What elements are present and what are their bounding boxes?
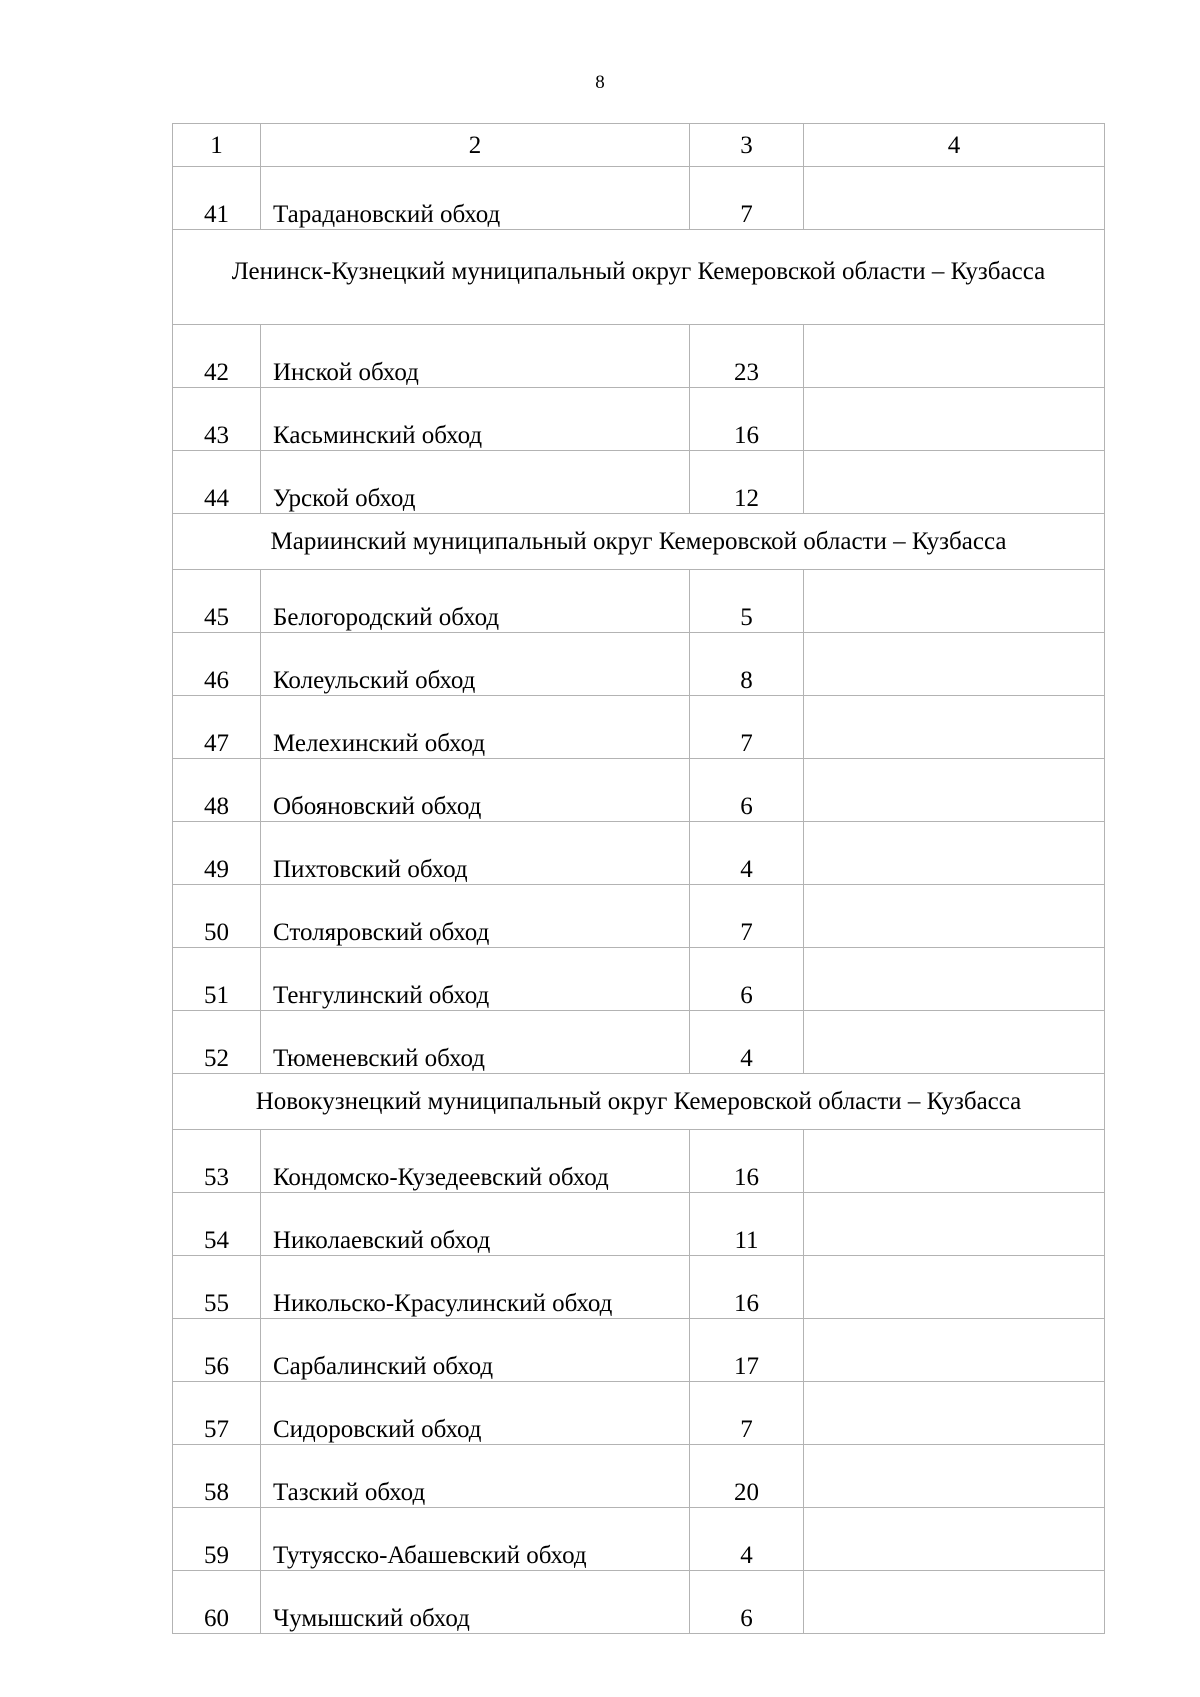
table-body: [173, 124, 1105, 1634]
row-name-cell: Николаевский обход: [261, 1193, 690, 1256]
row-note-cell: [804, 1011, 1105, 1074]
table-row: [173, 325, 1105, 388]
row-value-cell: 12: [690, 451, 804, 514]
section-row: [173, 230, 1105, 325]
row-name-cell: Колеульский обход: [261, 633, 690, 696]
row-value-cell: 11: [690, 1193, 804, 1256]
row-name-cell: Сидоровский обход: [261, 1382, 690, 1445]
section-row: [173, 1074, 1105, 1130]
row-note-cell: [804, 696, 1105, 759]
row-note-cell: [804, 633, 1105, 696]
row-value-cell: 6: [690, 948, 804, 1011]
table-row: [173, 167, 1105, 230]
row-note-cell: [804, 1256, 1105, 1319]
row-value-cell: 7: [690, 885, 804, 948]
row-value-cell: 20: [690, 1445, 804, 1508]
row-name-cell: Пихтовский обход: [261, 822, 690, 885]
row-note-cell: [804, 1571, 1105, 1634]
row-number-cell: 43: [173, 388, 261, 451]
row-number-cell: 54: [173, 1193, 261, 1256]
row-number-cell: 56: [173, 1319, 261, 1382]
row-name-cell: Тазский обход: [261, 1445, 690, 1508]
table-row: [173, 822, 1105, 885]
row-number-cell: 53: [173, 1130, 261, 1193]
row-number-cell: 46: [173, 633, 261, 696]
row-name-cell: Кондомско-Кузедеевский обход: [261, 1130, 690, 1193]
row-note-cell: [804, 1319, 1105, 1382]
row-name-cell: Тюменевский обход: [261, 1011, 690, 1074]
column-header: 3: [690, 124, 804, 167]
row-number-cell: 45: [173, 570, 261, 633]
table-row: [173, 885, 1105, 948]
row-value-cell: 7: [690, 1382, 804, 1445]
row-value-cell: 16: [690, 388, 804, 451]
column-header: 4: [804, 124, 1105, 167]
row-name-cell: Инской обход: [261, 325, 690, 388]
table-row: [173, 388, 1105, 451]
row-number-cell: 41: [173, 167, 261, 230]
row-value-cell: 16: [690, 1256, 804, 1319]
row-value-cell: 6: [690, 759, 804, 822]
row-name-cell: Никольско-Красулинский обход: [261, 1256, 690, 1319]
row-name-cell: Обояновский обход: [261, 759, 690, 822]
row-number-cell: 55: [173, 1256, 261, 1319]
table-row: [173, 1011, 1105, 1074]
row-number-cell: 60: [173, 1571, 261, 1634]
table-row: [173, 1571, 1105, 1634]
row-note-cell: [804, 759, 1105, 822]
row-number-cell: 50: [173, 885, 261, 948]
row-name-cell: Касьминский обход: [261, 388, 690, 451]
row-value-cell: 17: [690, 1319, 804, 1382]
row-note-cell: [804, 1508, 1105, 1571]
row-name-cell: Тутуясско-Абашевский обход: [261, 1508, 690, 1571]
row-name-cell: Столяровский обход: [261, 885, 690, 948]
table-row: [173, 1445, 1105, 1508]
table-header-row: [173, 124, 1105, 167]
table-row: [173, 451, 1105, 514]
row-value-cell: 6: [690, 1571, 804, 1634]
row-value-cell: 8: [690, 633, 804, 696]
row-name-cell: Чумышский обход: [261, 1571, 690, 1634]
row-value-cell: 23: [690, 325, 804, 388]
table-row: [173, 1193, 1105, 1256]
row-note-cell: [804, 451, 1105, 514]
table-row: [173, 570, 1105, 633]
row-value-cell: 7: [690, 696, 804, 759]
section-title: Ленинск-Кузнецкий муниципальный округ Кемеровской области – Кузбасса: [173, 230, 1105, 325]
row-name-cell: Урской обход: [261, 451, 690, 514]
table-row: [173, 1256, 1105, 1319]
row-name-cell: Тенгулинский обход: [261, 948, 690, 1011]
row-note-cell: [804, 167, 1105, 230]
table-row: [173, 1382, 1105, 1445]
table-row: [173, 696, 1105, 759]
row-number-cell: 52: [173, 1011, 261, 1074]
row-number-cell: 44: [173, 451, 261, 514]
row-note-cell: [804, 1193, 1105, 1256]
row-number-cell: 42: [173, 325, 261, 388]
row-note-cell: [804, 1382, 1105, 1445]
column-header: 1: [173, 124, 261, 167]
row-number-cell: 49: [173, 822, 261, 885]
section-title: Мариинский муниципальный округ Кемеровской области – Кузбасса: [173, 514, 1105, 570]
row-note-cell: [804, 388, 1105, 451]
row-value-cell: 4: [690, 1508, 804, 1571]
row-value-cell: 4: [690, 1011, 804, 1074]
row-number-cell: 47: [173, 696, 261, 759]
row-name-cell: Мелехинский обход: [261, 696, 690, 759]
table-row: [173, 1319, 1105, 1382]
row-note-cell: [804, 325, 1105, 388]
row-note-cell: [804, 822, 1105, 885]
row-value-cell: 5: [690, 570, 804, 633]
row-name-cell: Сарбалинский обход: [261, 1319, 690, 1382]
row-value-cell: 7: [690, 167, 804, 230]
row-note-cell: [804, 885, 1105, 948]
row-value-cell: 16: [690, 1130, 804, 1193]
row-number-cell: 59: [173, 1508, 261, 1571]
section-title: Новокузнецкий муниципальный округ Кемеровской области – Кузбасса: [173, 1074, 1105, 1130]
row-note-cell: [804, 1445, 1105, 1508]
row-name-cell: Тарадановский обход: [261, 167, 690, 230]
section-row: [173, 514, 1105, 570]
row-number-cell: 57: [173, 1382, 261, 1445]
row-number-cell: 48: [173, 759, 261, 822]
table-row: [173, 948, 1105, 1011]
row-note-cell: [804, 948, 1105, 1011]
row-note-cell: [804, 1130, 1105, 1193]
row-name-cell: Белогородский обход: [261, 570, 690, 633]
table-row: [173, 1508, 1105, 1571]
row-number-cell: 58: [173, 1445, 261, 1508]
column-header: 2: [261, 124, 690, 167]
districts-table: [172, 123, 1105, 1634]
table-row: [173, 759, 1105, 822]
page-number: 8: [595, 72, 605, 93]
table-row: [173, 633, 1105, 696]
table-row: [173, 1130, 1105, 1193]
row-value-cell: 4: [690, 822, 804, 885]
row-note-cell: [804, 570, 1105, 633]
row-number-cell: 51: [173, 948, 261, 1011]
